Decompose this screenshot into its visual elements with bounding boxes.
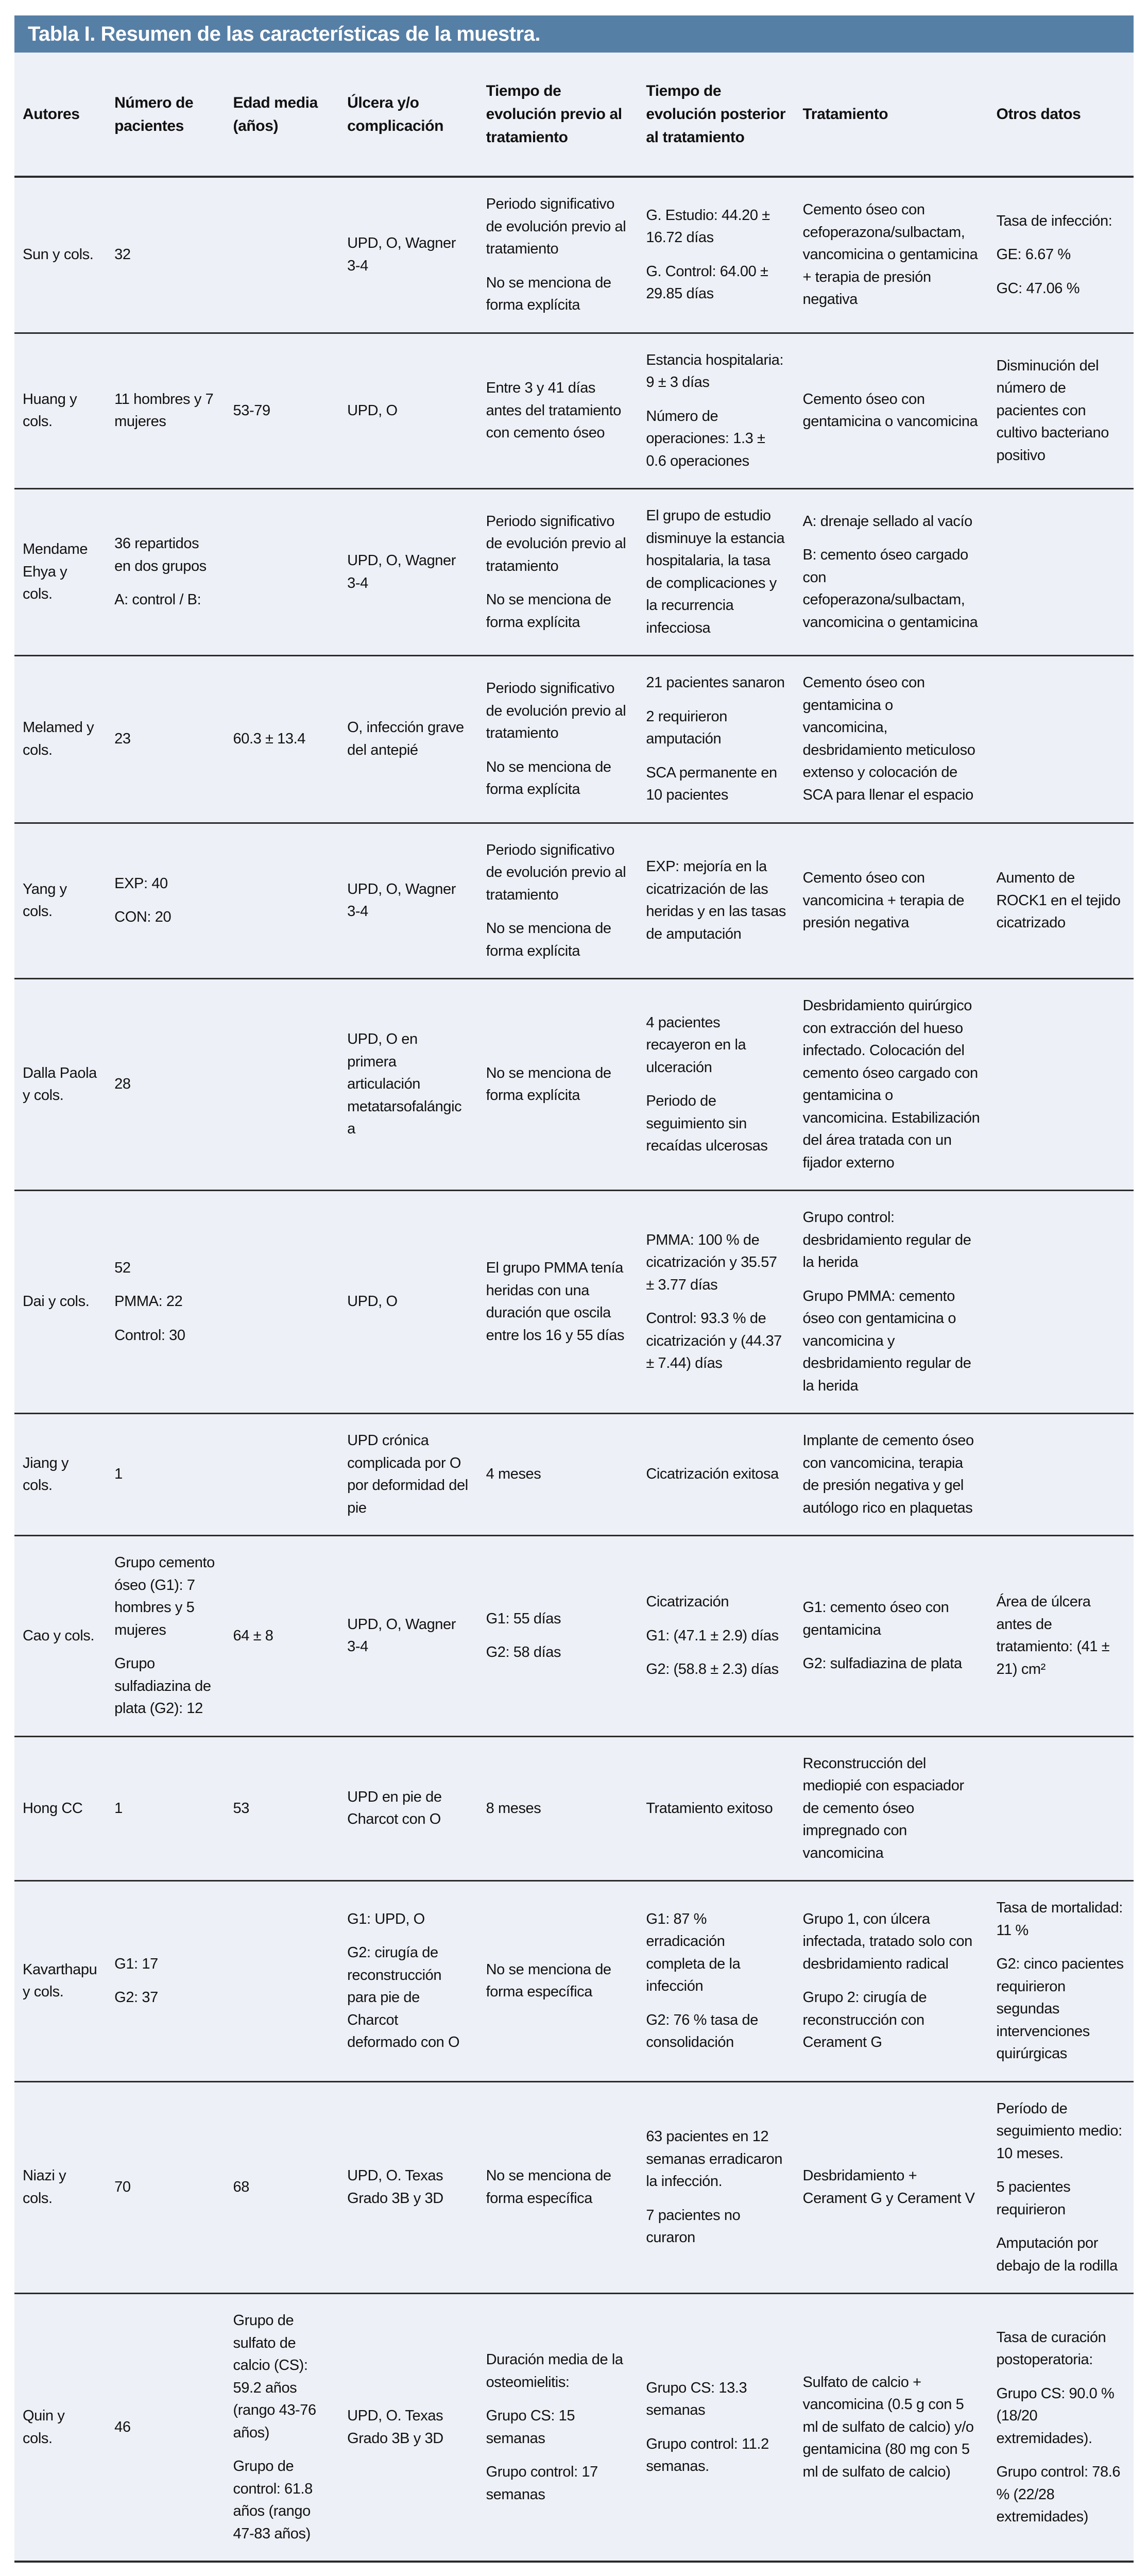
table-cell — [339, 489, 477, 656]
table-cell — [225, 823, 339, 979]
table-cell — [339, 1881, 477, 2082]
cell-paragraph: Tasa de curación postoperatoria: — [996, 2329, 1106, 2368]
table-row — [14, 1736, 1134, 1881]
table-cell — [14, 1536, 106, 1737]
table-cell — [478, 333, 638, 489]
table-row — [14, 1536, 1134, 1737]
table-cell — [106, 656, 225, 823]
cell-paragraph: Desbridamiento quirúrgico con extracción del hueso infectado. Colocación del cemento óseo cargado con gentamicina o vancomicina. Estabilización del área tratada con un fijador externo — [802, 997, 980, 1171]
cell-paragraph: Tasa de mortalidad: 11 % — [996, 1900, 1123, 1939]
cell-paragraph: Grupo CS: 13.3 semanas — [646, 2379, 747, 2418]
table-header — [14, 53, 1134, 177]
cell-paragraph: Cao y cols. — [23, 1627, 95, 1644]
cell-paragraph: 21 pacientes sanaron — [646, 674, 785, 691]
cell-paragraph: 4 meses — [486, 1466, 541, 1483]
table-cell — [988, 1536, 1134, 1737]
table-cell — [795, 1881, 988, 2082]
cell-paragraph: 36 repartidos en dos grupos — [114, 535, 207, 574]
table-row — [14, 823, 1134, 979]
cell-paragraph: UPD, O. Texas Grado 3B y 3D — [347, 2408, 443, 2447]
table-cell — [14, 656, 106, 823]
cell-paragraph: Grupo 1, con úlcera infectada, tratado solo con desbridamiento radical — [802, 1910, 972, 1972]
cell-paragraph: Período de seguimiento medio: 10 meses. — [996, 2100, 1122, 2162]
table-cell — [478, 656, 638, 823]
table-cell — [106, 979, 225, 1191]
cell-paragraph: 64 ± 8 — [233, 1627, 273, 1644]
table-cell — [795, 1736, 988, 1881]
table-cell — [638, 1536, 794, 1737]
cell-paragraph: G2: cirugía de reconstrucción para pie de Charcot deformado con O — [347, 1944, 460, 2051]
table-body — [14, 177, 1134, 2562]
table-cell — [225, 1191, 339, 1414]
table-row — [14, 656, 1134, 823]
table-cell — [339, 2294, 477, 2562]
cell-paragraph: Huang y cols. — [23, 391, 77, 430]
cell-paragraph: Cemento óseo con vancomicina + terapia de presión negativa — [802, 870, 965, 931]
table-cell — [225, 1414, 339, 1536]
table-cell — [988, 1414, 1134, 1536]
cell-paragraph: UPD, O — [347, 1293, 398, 1310]
table-cell — [638, 2081, 794, 2294]
cell-paragraph: EXP: 40 — [114, 875, 168, 892]
table-cell — [339, 1536, 477, 1737]
cell-paragraph: No se menciona de forma explícita — [486, 1064, 611, 1104]
table-cell — [638, 1881, 794, 2082]
cell-paragraph: Entre 3 y 41 días antes del tratamiento con cemento óseo — [486, 380, 622, 441]
cell-paragraph: Implante de cemento óseo con vancomicina, terapia de presión negativa y gel autólogo rico en plaquetas — [802, 1432, 974, 1516]
cell-paragraph: SCA permanente en 10 pacientes — [646, 764, 777, 803]
cell-paragraph: G. Control: 64.00 ± 29.85 días — [646, 263, 768, 302]
column-header: Tiempo de evolución posterior al tratamiento — [638, 53, 794, 177]
cell-paragraph: UPD, O, Wagner 3-4 — [347, 552, 456, 591]
cell-paragraph: Melamed y cols. — [23, 719, 94, 758]
cell-paragraph: 1 — [114, 1800, 123, 1817]
table-cell — [478, 979, 638, 1191]
column-header: Autores — [14, 53, 106, 177]
table-title-bar — [14, 15, 1134, 53]
header-row — [14, 53, 1134, 177]
table-cell — [795, 1191, 988, 1414]
cell-paragraph: UPD en pie de Charcot con O — [347, 1788, 442, 1828]
cell-paragraph: Grupo de sulfato de calcio (CS): 59.2 años (rango 43-76 años) — [233, 2312, 316, 2441]
cell-paragraph: No se menciona de forma específica — [486, 1961, 611, 2001]
table-cell — [478, 1536, 638, 1737]
cell-paragraph: G1: cemento óseo con gentamicina — [802, 1599, 949, 1638]
cell-paragraph: Periodo significativo de evolución previo al tratamiento — [486, 841, 626, 903]
cell-paragraph: PMMA: 100 % de cicatrización y 35.57 ± 3.77 días — [646, 1231, 777, 1293]
cell-paragraph: UPD, O, Wagner 3-4 — [347, 235, 456, 274]
cell-paragraph: O, infección grave del antepié — [347, 719, 464, 758]
table-cell — [106, 1536, 225, 1737]
cell-paragraph: No se menciona de forma explícita — [486, 758, 611, 798]
table-cell — [106, 823, 225, 979]
table-cell — [225, 2081, 339, 2294]
cell-paragraph: Kavarthapu y cols. — [23, 1961, 97, 2001]
cell-paragraph: Sun y cols. — [23, 246, 94, 263]
cell-paragraph: G2: 58 días — [486, 1644, 561, 1661]
table-cell — [106, 177, 225, 333]
cell-paragraph: No se menciona de forma explícita — [486, 591, 611, 631]
table-cell — [795, 333, 988, 489]
cell-paragraph: 32 — [114, 246, 131, 263]
cell-paragraph: Disminución del número de pacientes con cultivo bacteriano positivo — [996, 357, 1109, 464]
table-cell — [14, 1191, 106, 1414]
table-cell — [225, 979, 339, 1191]
table-cell — [339, 656, 477, 823]
cell-paragraph: Tasa de infección: — [996, 212, 1112, 229]
cell-paragraph: Duración media de la osteomielitis: — [486, 2351, 623, 2391]
cell-paragraph: 11 hombres y 7 mujeres — [114, 391, 214, 430]
cell-paragraph: UPD crónica complicada por O por deformidad del pie — [347, 1432, 468, 1516]
table-cell — [339, 333, 477, 489]
table-cell — [988, 979, 1134, 1191]
table-cell — [106, 1736, 225, 1881]
table-cell — [988, 1881, 1134, 2082]
table-cell — [14, 979, 106, 1191]
table-cell — [14, 489, 106, 656]
cell-paragraph: Periodo significativo de evolución previo al tratamiento — [486, 513, 626, 574]
table-cell — [638, 1191, 794, 1414]
cell-paragraph: 23 — [114, 731, 131, 747]
table-cell — [14, 2081, 106, 2294]
table-cell — [225, 177, 339, 333]
cell-paragraph: G2: (58.8 ± 2.3) días — [646, 1661, 779, 1677]
column-header: Edad media (años) — [225, 53, 339, 177]
table-cell — [795, 1414, 988, 1536]
cell-paragraph: El grupo de estudio disminuye la estancia hospitalaria, la tasa de complicaciones y la recurrencia infecciosa — [646, 507, 785, 636]
table-title: Tabla I. Resumen de las características de la muestra. — [28, 22, 540, 45]
table-row — [14, 1191, 1134, 1414]
cell-paragraph: Grupo control: 78.6 % (22/28 extremidades) — [996, 2464, 1121, 2525]
cell-paragraph: 68 — [233, 2179, 249, 2195]
cell-paragraph: Dai y cols. — [23, 1293, 90, 1310]
table-cell — [638, 979, 794, 1191]
cell-paragraph: Sulfato de calcio + vancomicina (0.5 g con 5 ml de sulfato de calcio) y/o gentamicina (80 mg con 5 ml de sulfato de calcio) — [802, 2374, 974, 2480]
cell-paragraph: 28 — [114, 1076, 131, 1093]
table-cell — [795, 1536, 988, 1737]
table-cell — [106, 489, 225, 656]
table-row — [14, 1881, 1134, 2082]
cell-paragraph: Aumento de ROCK1 en el tejido cicatrizado — [996, 870, 1121, 931]
table-cell — [106, 1881, 225, 2082]
table-cell — [988, 656, 1134, 823]
table-cell — [638, 823, 794, 979]
cell-paragraph: Tratamiento exitoso — [646, 1800, 773, 1817]
cell-paragraph: Grupo control: 11.2 semanas. — [646, 2435, 769, 2475]
cell-paragraph: G2: cinco pacientes requirieron segundas intervenciones quirúrgicas — [996, 1956, 1124, 2062]
table-cell — [988, 489, 1134, 656]
cell-paragraph: 60.3 ± 13.4 — [233, 731, 306, 747]
cell-paragraph: G1: 17 — [114, 1955, 158, 1972]
cell-paragraph: Periodo significativo de evolución previo al tratamiento — [486, 680, 626, 741]
table-cell — [795, 2294, 988, 2562]
cell-paragraph: 52 — [114, 1259, 131, 1276]
cell-paragraph: Control: 93.3 % de cicatrización y (44.37 ± 7.44) días — [646, 1310, 782, 1371]
cell-paragraph: Cemento óseo con cefoperazona/sulbactam, vancomicina o gentamicina + terapia de presión negativa — [802, 201, 978, 308]
table-cell — [339, 2081, 477, 2294]
table-cell — [638, 656, 794, 823]
cell-paragraph: Grupo 2: cirugía de reconstrucción con Cerament G — [802, 1989, 927, 2051]
table-cell — [478, 1736, 638, 1881]
table-cell — [14, 1736, 106, 1881]
table-cell — [225, 333, 339, 489]
cell-paragraph: Grupo PMMA: cemento óseo con gentamicina o vancomicina y desbridamiento regular de la herida — [802, 1287, 971, 1394]
cell-paragraph: Hong CC — [23, 1800, 83, 1817]
table-cell — [478, 177, 638, 333]
table-cell — [988, 823, 1134, 979]
cell-paragraph: 53-79 — [233, 402, 270, 419]
cell-paragraph: Dalla Paola y cols. — [23, 1064, 97, 1104]
cell-paragraph: Área de úlcera antes de tratamiento: (41 ± 21) cm² — [996, 1594, 1110, 1677]
column-header: Otros datos — [988, 53, 1134, 177]
table-cell — [225, 656, 339, 823]
table-cell — [795, 656, 988, 823]
cell-paragraph: UPD, O — [347, 402, 398, 419]
summary-table — [14, 53, 1134, 2563]
cell-paragraph: G2: 76 % tasa de consolidación — [646, 2011, 758, 2051]
cell-paragraph: GE: 6.67 % — [996, 246, 1071, 263]
cell-paragraph: G1: (47.1 ± 2.9) días — [646, 1627, 779, 1644]
cell-paragraph: G. Estudio: 44.20 ± 16.72 días — [646, 207, 770, 246]
cell-paragraph: G1: 87 % erradicación completa de la infección — [646, 1910, 741, 1995]
table-row — [14, 489, 1134, 656]
cell-paragraph: Reconstrucción del mediopié con espaciador de cemento óseo impregnado con vancomicina — [802, 1755, 964, 1861]
table-cell — [225, 489, 339, 656]
table-cell — [638, 2294, 794, 2562]
table-cell — [339, 1191, 477, 1414]
cell-paragraph: UPD, O. Texas Grado 3B y 3D — [347, 2167, 443, 2207]
table-row — [14, 979, 1134, 1191]
table-cell — [14, 1414, 106, 1536]
table-row — [14, 2294, 1134, 2562]
cell-paragraph: 7 pacientes no curaron — [646, 2207, 741, 2246]
cell-paragraph: Periodo de seguimiento sin recaídas ulcerosas — [646, 1093, 768, 1154]
cell-paragraph: Quin y cols. — [23, 2408, 65, 2447]
cell-paragraph: Grupo CS: 90.0 % (18/20 extremidades). — [996, 2385, 1115, 2447]
cell-paragraph: Grupo de control: 61.8 años (rango 47-83 años) — [233, 2458, 313, 2542]
cell-paragraph: UPD, O en primera articulación metatarsofalángica — [347, 1031, 462, 1138]
cell-paragraph: Desbridamiento + Cerament G y Cerament V — [802, 2167, 975, 2207]
table-cell — [638, 1414, 794, 1536]
table-cell — [478, 489, 638, 656]
table-cell — [638, 489, 794, 656]
cell-paragraph: Grupo sulfadiazina de plata (G2): 12 — [114, 1655, 211, 1717]
cell-paragraph: 1 — [114, 1466, 123, 1483]
table-cell — [14, 1881, 106, 2082]
table-cell — [988, 333, 1134, 489]
cell-paragraph: El grupo PMMA tenía heridas con una duración que oscila entre los 16 y 55 días — [486, 1260, 625, 1344]
table-cell — [339, 177, 477, 333]
table-cell — [795, 2081, 988, 2294]
table-cell — [14, 177, 106, 333]
cell-paragraph: Grupo control: 17 semanas — [486, 2464, 598, 2503]
cell-paragraph: G1: 55 días — [486, 1610, 561, 1627]
table-cell — [106, 1414, 225, 1536]
table-cell — [225, 1736, 339, 1881]
cell-paragraph: No se menciona de forma explícita — [486, 920, 611, 959]
cell-paragraph: 5 pacientes requirieron — [996, 2179, 1071, 2218]
cell-paragraph: Cemento óseo con gentamicina o vancomicina, desbridamiento meticuloso extenso y colocación de SCA para llenar el espacio — [802, 674, 975, 803]
table-cell — [225, 1536, 339, 1737]
table-cell — [14, 2294, 106, 2562]
cell-paragraph: EXP: mejoría en la cicatrización de las heridas y en las tasas de amputación — [646, 858, 786, 942]
table-cell — [14, 333, 106, 489]
cell-paragraph: GC: 47.06 % — [996, 280, 1080, 297]
cell-paragraph: 2 requirieron amputación — [646, 708, 727, 747]
table-cell — [795, 489, 988, 656]
table-cell — [478, 1881, 638, 2082]
cell-paragraph: 70 — [114, 2179, 131, 2195]
table-cell — [478, 1414, 638, 1536]
cell-paragraph: Amputación por debajo de la rodilla — [996, 2235, 1118, 2274]
table-cell — [988, 177, 1134, 333]
table-cell — [988, 2081, 1134, 2294]
table-cell — [988, 1191, 1134, 1414]
table-cell — [478, 2081, 638, 2294]
table-row — [14, 1414, 1134, 1536]
cell-paragraph: A: control / B: — [114, 591, 201, 608]
table-cell — [106, 2294, 225, 2562]
column-header: Número de pacientes — [106, 53, 225, 177]
table-cell — [638, 177, 794, 333]
cell-paragraph: Jiang y cols. — [23, 1454, 69, 1494]
cell-paragraph: Cemento óseo con gentamicina o vancomicina — [802, 391, 978, 430]
column-header: Tiempo de evolución previo al tratamiento — [478, 53, 638, 177]
cell-paragraph: G2: 37 — [114, 1989, 158, 2006]
cell-paragraph: 8 meses — [486, 1800, 541, 1817]
cell-paragraph: CON: 20 — [114, 909, 172, 926]
table-cell — [225, 2294, 339, 2562]
cell-paragraph: Grupo control: desbridamiento regular de la herida — [802, 1209, 971, 1270]
table-cell — [478, 1191, 638, 1414]
cell-paragraph: Mendame Ehya y cols. — [23, 541, 88, 603]
cell-paragraph: Cicatrización exitosa — [646, 1466, 779, 1483]
cell-paragraph: Control: 30 — [114, 1327, 185, 1344]
table-cell — [106, 1191, 225, 1414]
cell-paragraph: G1: UPD, O — [347, 1910, 425, 1927]
table-cell — [225, 1881, 339, 2082]
table-cell — [106, 333, 225, 489]
table-cell — [795, 979, 988, 1191]
table-cell — [478, 823, 638, 979]
cell-paragraph: Cicatrización — [646, 1594, 729, 1610]
cell-paragraph: Número de operaciones: 1.3 ± 0.6 operaciones — [646, 408, 765, 469]
cell-paragraph: 63 pacientes en 12 semanas erradicaron la infección. — [646, 2128, 783, 2190]
table-cell — [988, 1736, 1134, 1881]
cell-paragraph: Estancia hospitalaria: 9 ± 3 días — [646, 351, 784, 391]
cell-paragraph: No se menciona de forma específica — [486, 2167, 611, 2207]
table-cell — [795, 177, 988, 333]
table-cell — [339, 823, 477, 979]
table-cell — [14, 823, 106, 979]
cell-paragraph: Grupo CS: 15 semanas — [486, 2408, 575, 2447]
column-header: Úlcera y/o complicación — [339, 53, 477, 177]
cell-paragraph: 46 — [114, 2418, 131, 2435]
table-cell — [106, 2081, 225, 2294]
table-cell — [988, 2294, 1134, 2562]
column-header: Tratamiento — [795, 53, 988, 177]
cell-paragraph: Yang y cols. — [23, 880, 67, 920]
table-cell — [478, 2294, 638, 2562]
cell-paragraph: No se menciona de forma explícita — [486, 274, 611, 313]
table-cell — [638, 333, 794, 489]
cell-paragraph: Periodo significativo de evolución previo al tratamiento — [486, 196, 626, 257]
cell-paragraph: 4 pacientes recayeron en la ulceración — [646, 1014, 746, 1076]
table-cell — [339, 979, 477, 1191]
cell-paragraph: 53 — [233, 1800, 249, 1817]
cell-paragraph: A: drenaje sellado al vacío — [802, 513, 972, 530]
cell-paragraph: Niazi y cols. — [23, 2167, 66, 2207]
cell-paragraph: PMMA: 22 — [114, 1293, 183, 1310]
table-row — [14, 2081, 1134, 2294]
cell-paragraph: B: cemento óseo cargado con cefoperazona/sulbactam, vancomicina o gentamicina — [802, 547, 978, 631]
cell-paragraph: Grupo cemento óseo (G1): 7 hombres y 5 mujeres — [114, 1554, 215, 1638]
table-cell — [638, 1736, 794, 1881]
cell-paragraph: UPD, O, Wagner 3-4 — [347, 1616, 456, 1655]
cell-paragraph: G2: sulfadiazina de plata — [802, 1655, 962, 1672]
table-cell — [339, 1414, 477, 1536]
cell-paragraph: UPD, O, Wagner 3-4 — [347, 880, 456, 920]
table-row — [14, 333, 1134, 489]
table-cell — [339, 1736, 477, 1881]
table-row — [14, 177, 1134, 333]
table-cell — [795, 823, 988, 979]
